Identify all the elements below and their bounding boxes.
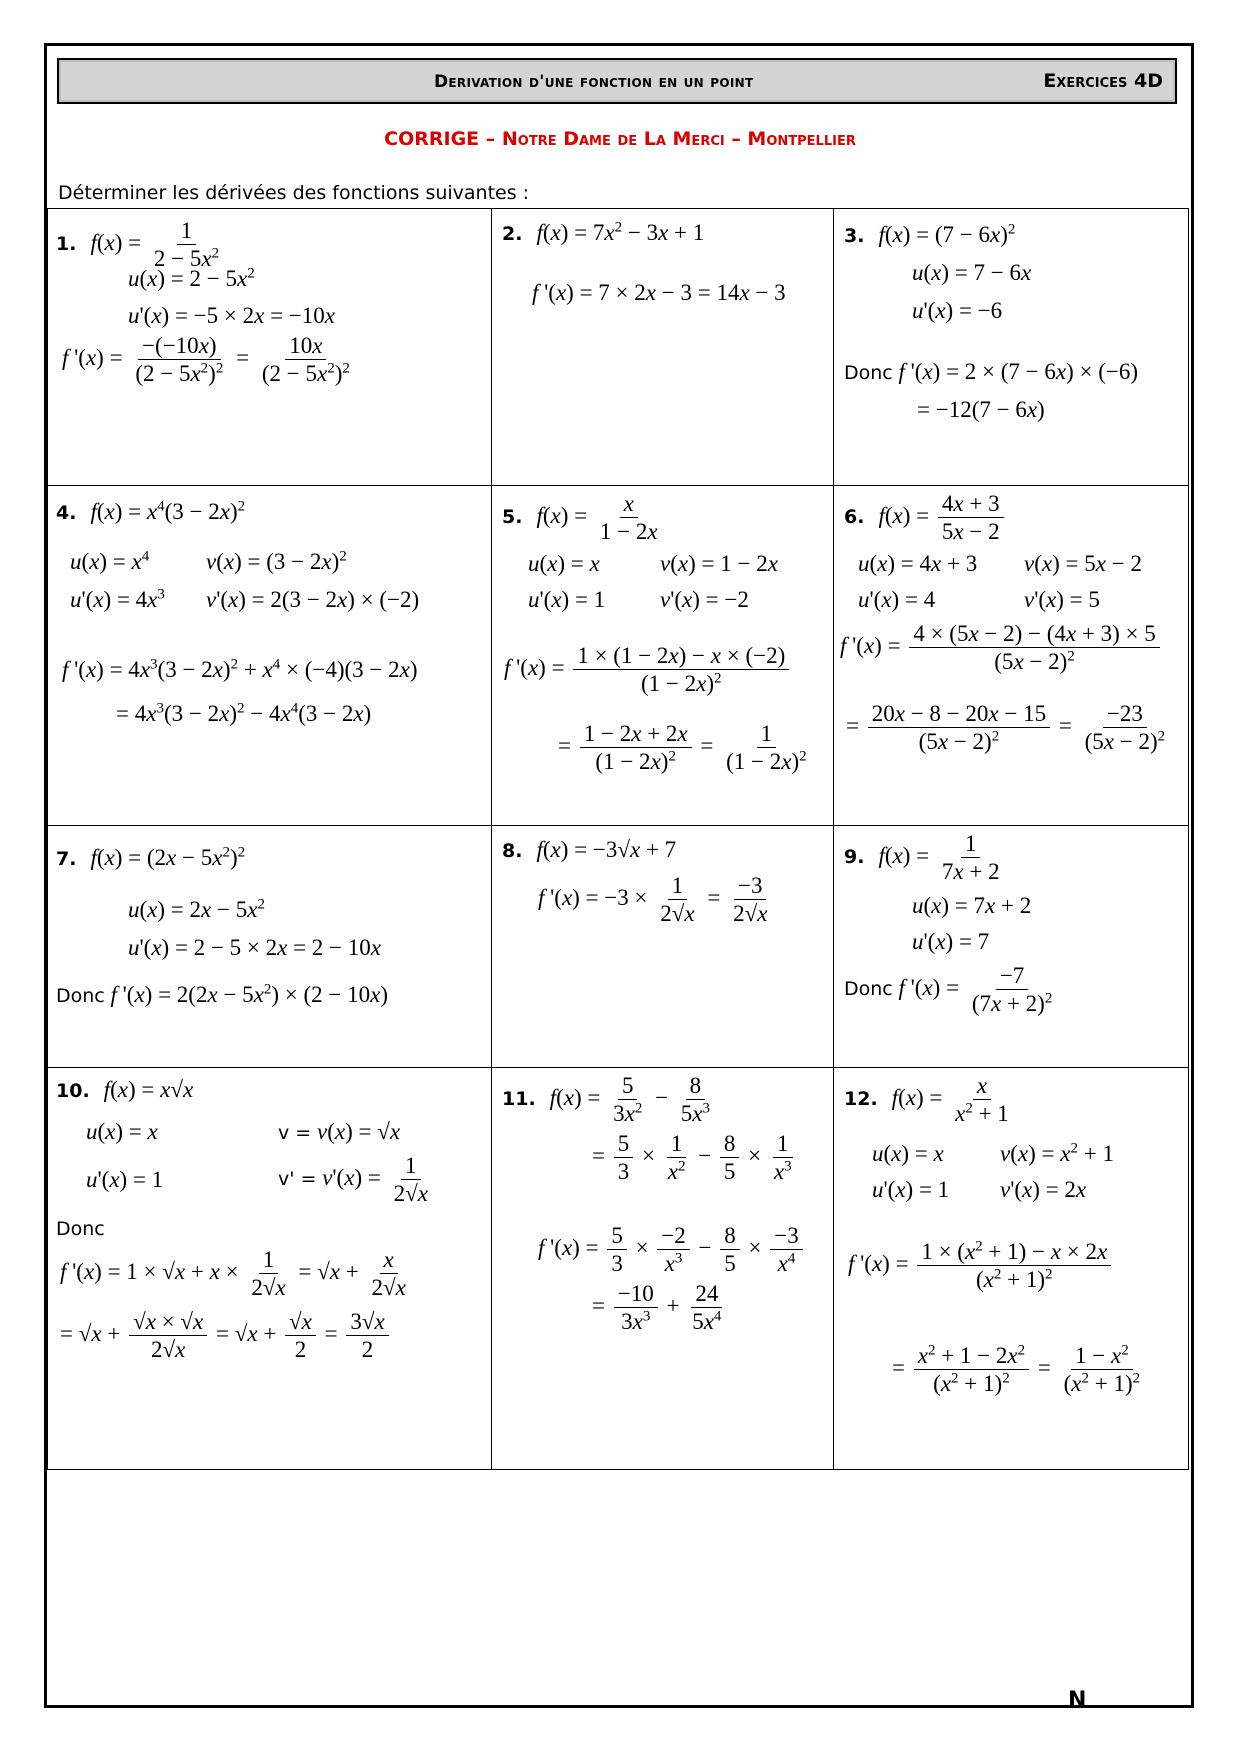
exercise-3: 3. $f(x) = (7 - 6x)^2$ u(x) = 7 − 6x u'(x) = −6 Donc f '(x) = 2 × (7 − 6x) × (−6) = −12(7 − 6x) [834, 209, 1189, 486]
v-prime-label: v' = [278, 1167, 317, 1190]
exercise-number: 1. [56, 232, 77, 255]
exercise-2: 2. $f(x) = 7x^2 - 3x + 1$ f '(x) = 7 × 2x − 3 = 14x − 3 [492, 209, 834, 486]
exercise-number: 6. [844, 505, 865, 528]
exercise-5: 5. f(x) = $\frac{x}{1 - 2x}$ u(x) = x v(x) = 1 − 2x u'(x) = 1 v'(x) = −2 f '(x) = $\frac{1 \times (1 - 2x) - x \times (-2)}{(1 - 2x)^2}$ = $\frac{1 - 2x + 2x}{(1 - 2x)^2}$ = $\frac{1}{(1 - 2x)^2}$ [492, 486, 834, 826]
exercise-11: 11. f(x) = $\frac{5}{3x^2}$ − $\frac{8}{5x^3}$ = $\frac{5}{3}$ × $\frac{1}{x^2}$ − $\frac{8}{5}$ × $\frac{1}{x^3}$ f '(x) = $\frac{5}{3}$ × $\frac{-2}{x^3}$ − $\frac{8}{5}$ × $\frac{-3}{x^4}$ = $\frac{-10}{3x^3}$ + $\frac{24}{5x^4}$ [492, 1068, 834, 1470]
plain-text-transcripts: f(x) = 1 / (2 − 5x²)u(x) = 2 − 5x²u'(x) = −5 × 2x = −10xf'(x) = −(−10x) / (2 − 5x²)² = 10x / (2 − 5x²)² f(x) = 7x² − 3x + 1f'(x) = 7 × 2x − 3 = 14x − 3 f(x) = (7 − 6x)²u(x) = 7 − 6xu'(x) = −6f'(x) = 2 × (7 − 6x) × (−6) = −12(7 − 6x) f(x) = x⁴(3 − 2x)²u(x) = x⁴v(x) = (3 − 2x)²u'(x) = 4x³v'(x) = 2(3 − 2x) × (−2)f'(x) = 4x³(3 − 2x)² + x⁴ × (−4)(3 − 2x) = 4x³(3 − 2x)² − 4x⁴(3 − 2x) f(x) = x / (1 − 2x)u(x) = xv(x) = 1 − 2xu'(x) = 1v'(x) = −2f'(x) = (1 × (1 − 2x) − x × (−2)) / (1 − 2x)² = (1 − 2x + 2x) / (1 − 2x)² = 1 / (1 − 2x)² f(x) = (4x + 3) / (5x − 2)u(x) = 4x + 3v(x) = 5x − 2u'(x) = 4v'(x) = 5f'(x) = (4 × (5x − 2) − (4x + 3) × 5) / (5x − 2)² = (20x − 8 − 20x − 15) / (5x − 2)² = −23 / (5x − 2)² f(x) = (2x − 5x²)²u(x) = 2x − 5x²u'(x) = 2 − 5 × 2x = 2 − 10xf'(x) = 2(2x − 5x²) × (2 − 10x) f(x) = −3√x + 7f'(x) = −3 × 1 / (2√x) = −3 / (2√x) f(x) = 1 / (7x + 2)u(x) = 7x + 2u'(x) = 7f'(x) = −7 / (7x + 2)² f(x) = x√xu(x) = xv(x) = √xu'(x) = 1v'(x) = 1 / (2√x)f'(x) = 1 × √x + x × 1 / (2√x) = √x + x / (2√x) = √x + (√x × √x) / (2√x) = √x + √x / 2 = 3√x / 2 f(x) = 5 / (3x²) − 8 / (5x³) = 5/3 × 1/x² − 8/5 × 1/x³f'(x) = 5/3 × (−2)/x³ − 8/5 × (−3)/x⁴ = −10 / (3x³) + 24 / (5x⁴) f(x) = x / (x² + 1)u(x) = xv(x) = x² + 1u'(x) = 1v'(x) = 2xf'(x) = (1 × (x² + 1) − x × 2x) / (x² + 1)² = (x² + 1 − 2x²) / (x² + 1)² = (1 − x²) / (x² + 1)² [60, 1600, 718, 1601]
donc-label: Donc [56, 1218, 105, 1240]
exercise-number: 3. [844, 225, 865, 247]
exercise-number: 11. [502, 1087, 536, 1110]
exercise-number: 12. [844, 1087, 878, 1110]
exercise-4: 4. $f(x) = x^4(3 - 2x)^2$ $u(x) = x^4$ $v(x) = (3 - 2x)^2$ $u'(x) = 4x^3$ v'(x) = 2(3 − 2x) × (−2) f '$(x) = 4x^3(3 - 2x)^2 + x^4 \times (-4)(3 - 2x)$ = $4x^3(3 - 2x)^2 - 4x^4(3 - 2x)$ [48, 486, 492, 826]
exercise-1: 1. f(x) = $\frac{1}{2 - 5x^2}$ $u(x) = 2 - 5x^2$ u'(x) = −5 × 2x = −10x f '(x) = $\frac{-(-10x)}{(2 - 5x^2)^2}$ = $\frac{10x}{(2 - 5x^2)^2}$ [48, 209, 492, 486]
exercise-9: 9. f(x) = $\frac{1}{7x + 2}$ u(x) = 7x + 2 u'(x) = 7 Donc f '(x) = $\frac{-7}{(7x + 2)^2}$ [834, 826, 1189, 1068]
exercise-number: 5. [502, 505, 523, 528]
header-title: Derivation d'une fonction en un point [434, 72, 754, 92]
donc-label: Donc [844, 977, 893, 1000]
exercise-7: 7. $f(x) = (2x - 5x^2)^2$ $u(x) = 2x - 5x^2$ u'(x) = 2 − 5 × 2x = 2 − 10x Donc f '$(x) = 2(2x - 5x^2) \times (2 - 10x)$ [48, 826, 492, 1068]
exercise-grid [47, 208, 1189, 1470]
exercise-8: 8. f(x) = −3√x + 7 f '(x) = −3 × $\frac{1}{2√x}$ = $\frac{-3}{2√x}$ [492, 826, 834, 1068]
exercise-number: 7. [56, 848, 77, 870]
instruction: Déterminer les dérivées des fonctions suivantes : [58, 182, 530, 204]
exercise-number: 4. [56, 502, 77, 524]
donc-label: Donc [56, 985, 105, 1007]
exercise-10: 10. f(x) = x√x u(x) = x v = v(x) = √x u'(x) = 1 v' = v'(x) = $\frac{1}{2√x}$ Donc f '(x) = 1 × √x + x × $\frac{1}{2√x}$ = √x + $\frac{x}{2√x}$ = √x + $\frac{√x \times √x}{2√x}$ = √x + $\frac{√x}{2}$ = $\frac{3√x}{2}$ [48, 1068, 492, 1470]
exercise-6: 6. f(x) = $\frac{4x + 3}{5x - 2}$ u(x) = 4x + 3 v(x) = 5x − 2 u'(x) = 4 v'(x) = 5 f '(x) = $\frac{4 \times (5x - 2) - (4x + 3) \times 5}{(5x - 2)^2}$ = $\frac{20x - 8 - 20x - 15}{(5x - 2)^2}$ = $\frac{-23}{(5x - 2)^2}$ [834, 486, 1189, 826]
header-label: Exercices 4D [1043, 70, 1163, 92]
exercise-number: 2. [502, 223, 523, 245]
header-banner [57, 58, 1177, 104]
donc-label: Donc [844, 362, 893, 384]
exercise-number: 10. [56, 1080, 90, 1102]
v-label: v = [278, 1122, 312, 1144]
exercise-number: 8. [502, 840, 523, 862]
exercise-number: 9. [844, 845, 865, 868]
subtitle: CORRIGE – Notre Dame de La Merci – Montpellier [384, 128, 856, 150]
exercise-12: 12. f(x) = $\frac{x}{x^2 + 1}$ u(x) = x $v(x) = x^2 + 1$ u'(x) = 1 v'(x) = 2x f '(x) = $\frac{1 \times (x^2 + 1) - x \times 2x}{(x^2 + 1)^2}$ = $\frac{x^2 + 1 - 2x^2}{(x^2 + 1)^2}$ = $\frac{1 - x^2}{(x^2 + 1)^2}$ [834, 1068, 1189, 1470]
corner-mark: N [1068, 1688, 1087, 1713]
